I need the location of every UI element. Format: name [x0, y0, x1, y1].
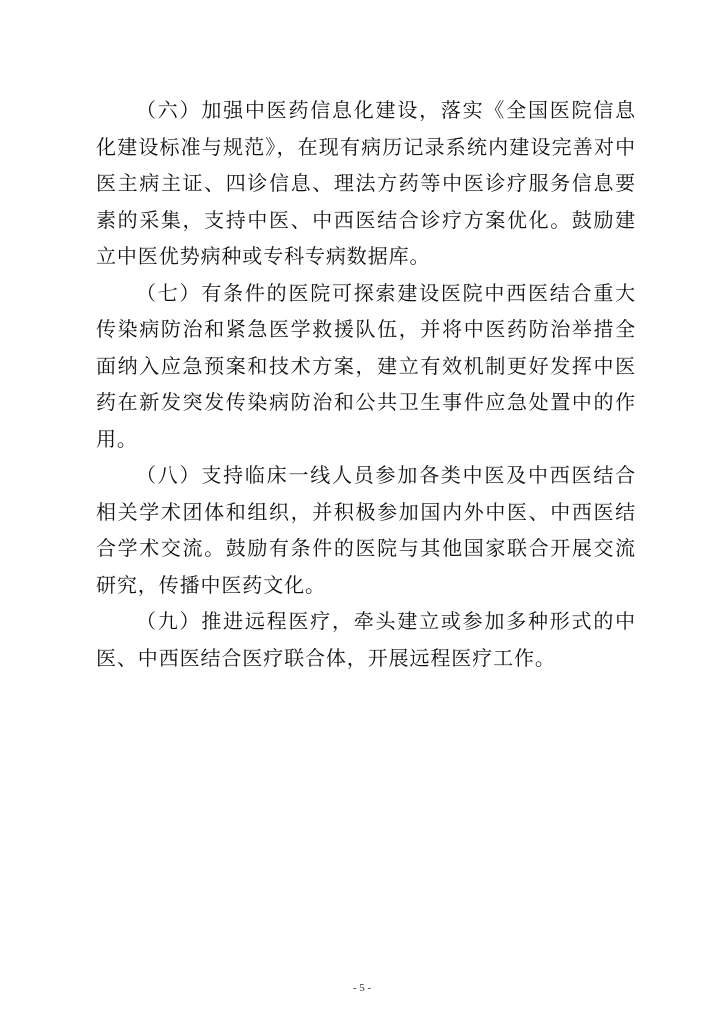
- paragraph-9: （九）推进远程医疗，牵头建立或参加多种形式的中医、中西医结合医疗联合体，开展远程医疗工作。: [96, 609, 636, 670]
- paragraph-8: （八）支持临床一线人员参加各类中医及中西医结合相关学术团体和组织，并积极参加国内外中医、中西医结合学术交流。鼓励有条件的医院与其他国家联合开展交流研究，传播中医药文化。: [96, 463, 636, 597]
- page-number: - 5 -: [352, 982, 372, 994]
- document-body: [96, 92, 636, 676]
- paragraph-7: （七）有条件的医院可探索建设医院中西医结合重大传染病防治和紧急医学救援队伍，并将中医药防治举措全面纳入应急预案和技术方案，建立有效机制更好发挥中医药在新发突发传染病防治和公共卫生事件应急处置中的作用。: [96, 280, 636, 451]
- paragraph-6: （六）加强中医药信息化建设，落实《全国医院信息化建设标准与规范》，在现有病历记录系统内建设完善对中医主病主证、四诊信息、理法方药等中医诊疗服务信息要素的采集，支持中医、中西医结合诊疗方案优化。鼓励建立中医优势病种或专科专病数据库。: [96, 98, 636, 268]
